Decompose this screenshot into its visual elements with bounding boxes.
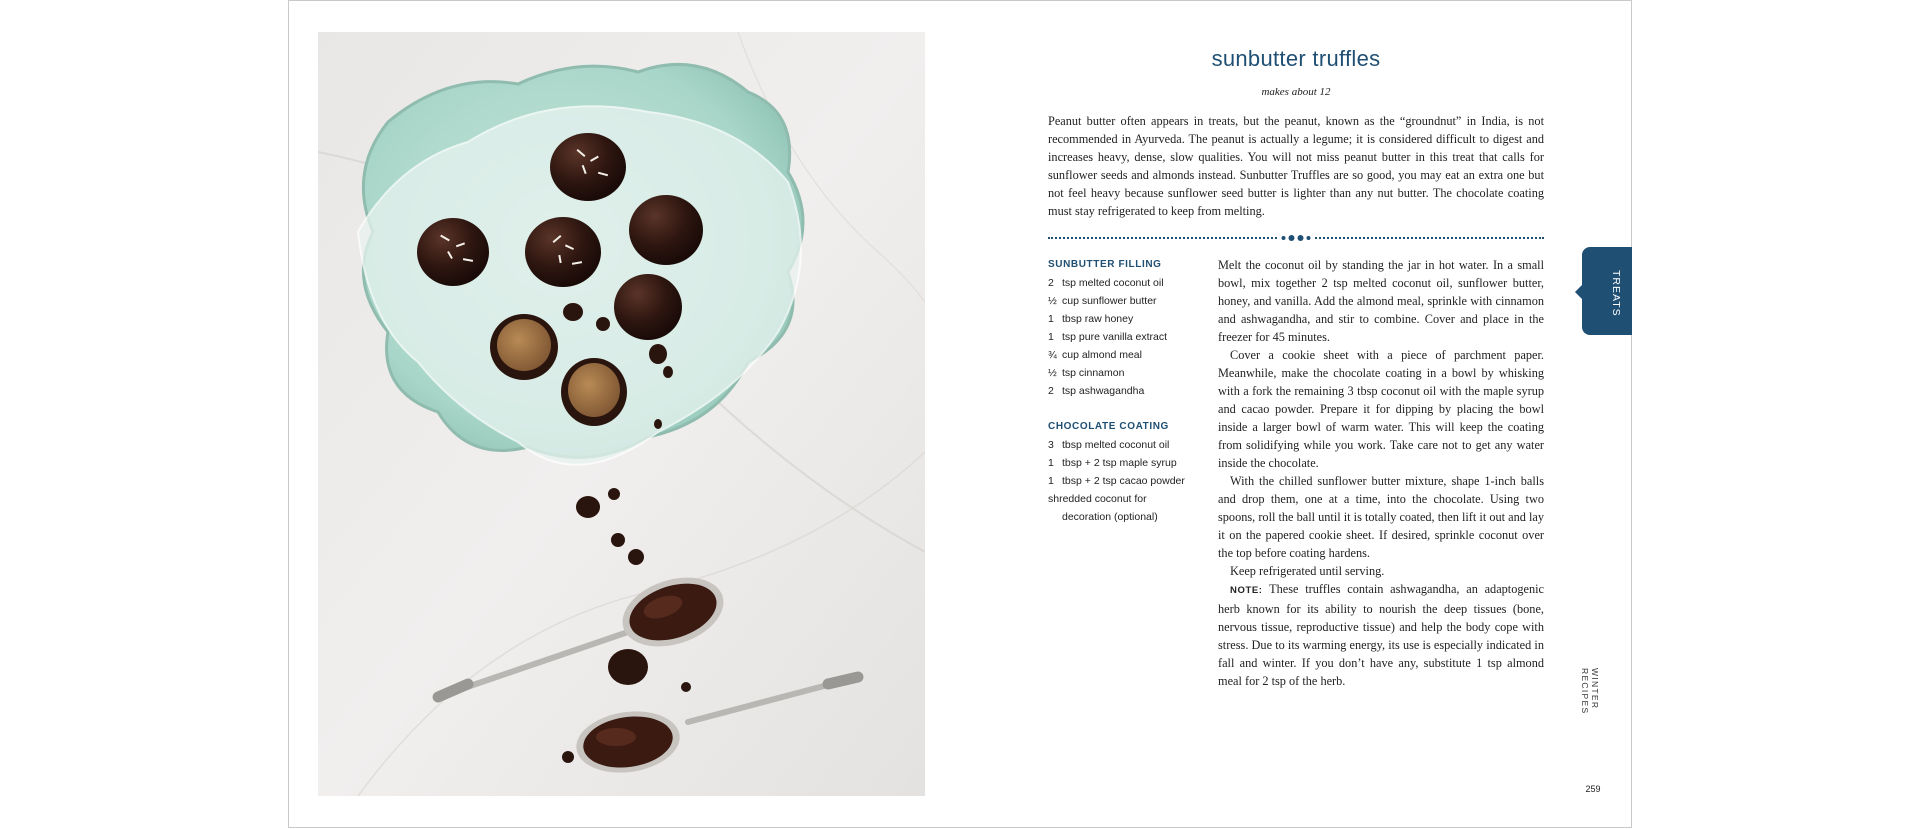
method-paragraph: Cover a cookie sheet with a piece of parchment paper. Meanwhile, make the chocolate coating in a bowl by whisking with a fork the remaining 3 tbsp coconut oil with the maple syrup and cacao powder. Prepare it for dipping by placing the bowl inside a larger bowl of warm water. This will keep the coating from solidifying while you work. Take care not to get any water inside the chocolate. <box>1218 348 1544 470</box>
method-text <box>1218 256 1544 690</box>
ingredient-item: 3 tbsp melted coconut oil <box>1048 439 1170 451</box>
note-paragraph <box>1218 580 1544 690</box>
ingredient-item: 1 tsp pure vanilla extract <box>1048 331 1168 343</box>
recipe-photo <box>318 32 925 796</box>
recipe-yield: makes about 12 <box>1261 86 1331 98</box>
method-paragraph: Keep refrigerated until serving. <box>1230 564 1385 578</box>
filling-heading: SUNBUTTER FILLING <box>1048 259 1162 270</box>
ingredient-item: 1 tbsp raw honey <box>1048 313 1134 325</box>
ingredient-item: 1 tbsp + 2 tsp cacao powder <box>1048 475 1185 487</box>
section-tab-label: TREATS <box>1610 269 1622 317</box>
ingredient-item: ¾ cup almond meal <box>1048 349 1142 361</box>
page-number: 259 <box>1585 784 1601 794</box>
ingredient-item: shredded coconut for <box>1048 493 1147 505</box>
ingredient-item: 2 tsp melted coconut oil <box>1048 277 1164 289</box>
ingredient-item: ½ cup sunflower butter <box>1048 295 1157 307</box>
note-label: NOTE: <box>1230 585 1263 596</box>
coating-heading: CHOCOLATE COATING <box>1048 421 1169 432</box>
method-paragraph: Melt the coconut oil by standing the jar in hot water. In a small bowl, mix together 2 tsp melted coconut oil, sunflower butter, honey, and vanilla. Add the almond meal, sprinkle with cinnamon and ashwagandha, and stir to combine. Cover and place in the freezer for 45 minutes. <box>1218 258 1544 344</box>
method-paragraph: With the chilled sunflower butter mixture, shape 1-inch balls and drop them, one at a time, into the chocolate. Using two spoons, roll the ball until it is totally coated, then lift it out and lay it on the papered cookie sheet. If desired, sprinkle coconut over the top before coating hardens. <box>1218 474 1544 560</box>
truffles-illustration <box>318 32 925 796</box>
ingredient-item: 1 tbsp + 2 tsp maple syrup <box>1048 457 1177 469</box>
ingredient-item: ½ tsp cinnamon <box>1048 367 1125 379</box>
running-head: WINTER RECIPES <box>1580 668 1600 715</box>
note-text: These truffles contain ashwagandha, an adaptogenic herb known for its ability to nourish the deep tissues (bone, nervous tissue, reproductive tissue) and help the body cope with stress. Due to its warming energy, its use is especially indicated in fall and winter. If you don’t have any, substitute 1 tsp almond meal for 2 tsp of the herb. <box>1218 582 1544 688</box>
recipe-intro: Peanut butter often appears in treats, but the peanut, known as the “groundnut” in India, is not recommended in Ayurveda. The peanut is actually a legume; it is considered difficult to digest and increases heavy, dense, slow qualities. You will not miss peanut butter in this treat that calls for sunflower seeds and almonds instead. Sunbutter Truffles are so good, you may eat an extra one but not feel heavy because sunflower seed butter is lighter than any nut butter. The chocolate coating must stay refrigerated to keep from melting. <box>1048 114 1544 218</box>
ingredient-item-continued: decoration (optional) <box>1062 511 1158 523</box>
ingredient-item: 2 tsp ashwagandha <box>1048 385 1145 397</box>
ornamental-divider <box>1048 234 1544 242</box>
ingredients-list <box>1048 256 1218 526</box>
section-tab <box>1582 247 1632 335</box>
recipe-title: sunbutter truffles <box>1211 46 1381 71</box>
